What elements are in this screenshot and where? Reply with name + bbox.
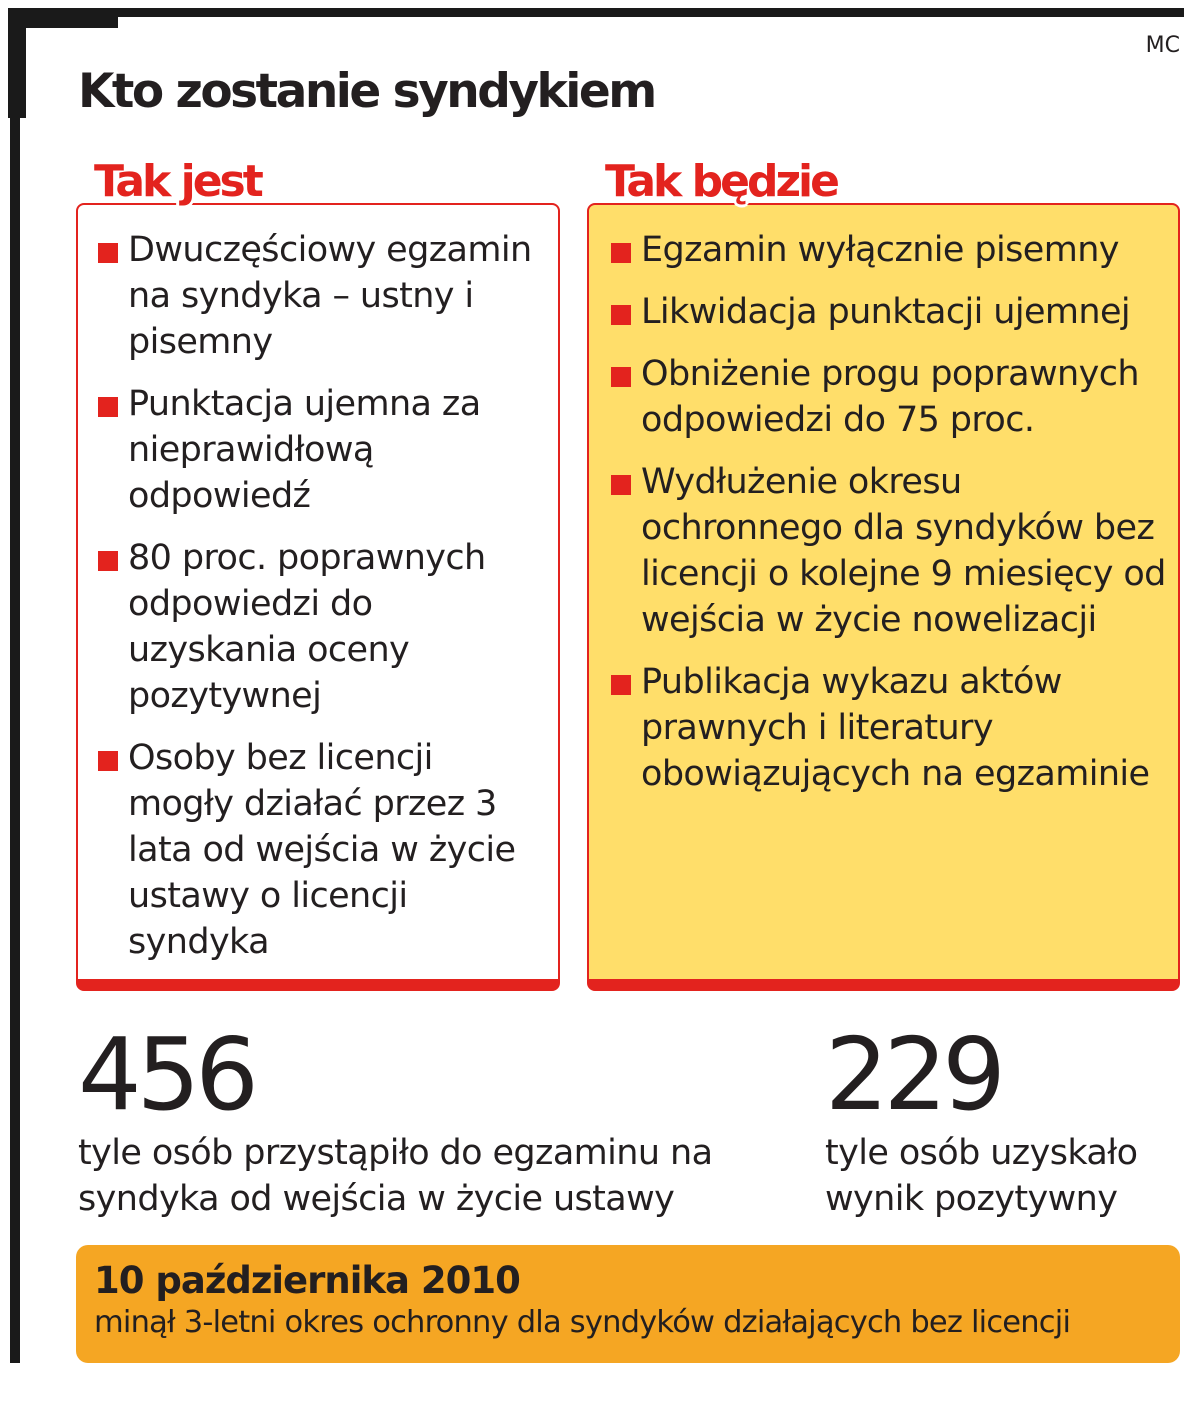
item-text: Egzamin wyłącznie pisemny	[641, 230, 1119, 270]
current-state-label: Tak jest	[94, 156, 261, 207]
item-text: Osoby bez licencji mogły działać przez 3 lata od wejścia w życie ustawy o licencji syndyka	[128, 738, 516, 962]
square-bullet-icon	[611, 675, 631, 695]
stat-value: 229	[825, 1016, 1001, 1133]
square-bullet-icon	[98, 551, 118, 571]
current-state-box	[76, 203, 560, 991]
frame-left-rule	[10, 8, 20, 1363]
list-item	[611, 227, 1171, 273]
list-item	[611, 659, 1171, 797]
future-state-box	[587, 203, 1180, 991]
list-item	[98, 381, 543, 519]
list-item	[98, 735, 543, 965]
square-bullet-icon	[98, 243, 118, 263]
list-item	[98, 535, 543, 719]
item-text: Likwidacja punktacji ujemnej	[641, 292, 1131, 332]
deadline-notice	[76, 1245, 1180, 1363]
stat-description: tyle osób uzyskało wynik pozytywny	[825, 1133, 1138, 1219]
future-state-label: Tak będzie	[605, 156, 837, 207]
list-item	[611, 459, 1171, 643]
list-item	[611, 351, 1171, 443]
list-item	[98, 227, 543, 365]
list-item	[611, 289, 1171, 335]
item-text: Punktacja ujemna za nieprawidłową odpowiedź	[128, 384, 481, 516]
notice-text: minął 3-letni okres ochronny dla syndyków działających bez licencji	[94, 1305, 1071, 1340]
square-bullet-icon	[611, 243, 631, 263]
square-bullet-icon	[611, 305, 631, 325]
square-bullet-icon	[98, 751, 118, 771]
current-state-list	[98, 227, 543, 981]
item-text: Publikacja wykazu aktów prawnych i literatury obowiązujących na egzaminie	[641, 662, 1150, 794]
frame-top-rule	[8, 8, 1184, 17]
page-title: Kto zostanie syndykiem	[78, 64, 655, 119]
item-text: Dwuczęściowy egzamin na syndyka – ustny i pisemny	[128, 230, 532, 362]
stat-passed	[825, 1016, 1195, 1222]
author-credit: MC	[1145, 33, 1180, 58]
square-bullet-icon	[611, 475, 631, 495]
item-text: 80 proc. poprawnych odpowiedzi do uzyskania oceny pozytywnej	[128, 538, 486, 716]
stat-description: tyle osób przystąpiło do egzaminu na syndyka od wejścia w życie ustawy	[78, 1133, 713, 1219]
future-state-list	[611, 227, 1171, 813]
square-bullet-icon	[98, 397, 118, 417]
square-bullet-icon	[611, 367, 631, 387]
item-text: Obniżenie progu poprawnych odpowiedzi do 75 proc.	[641, 354, 1139, 440]
stat-value: 456	[78, 1016, 254, 1133]
notice-date: 10 października 2010	[94, 1259, 520, 1302]
stat-exam-takers	[78, 1016, 798, 1222]
item-text: Wydłużenie okresu ochronnego dla syndyków bez licencji o kolejne 9 miesięcy od wejścia w życie nowelizacji	[641, 462, 1166, 640]
